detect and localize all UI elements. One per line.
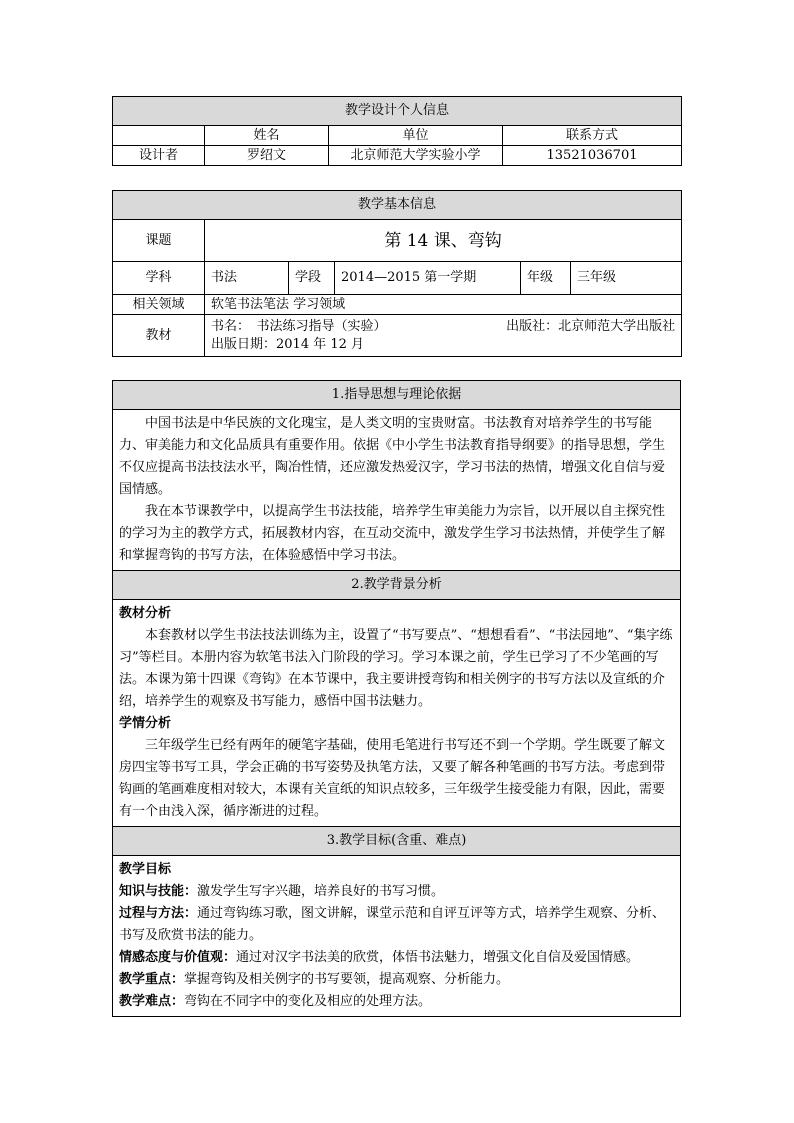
subject-label: 学科 [113, 262, 205, 295]
header-unit: 单位 [329, 126, 503, 146]
publisher: 出版社：北京师范大学出版社 [506, 318, 676, 334]
textbook-info [205, 315, 682, 357]
personal-info-table [112, 96, 682, 166]
designer-label: 设计者 [113, 146, 205, 166]
basic-info-title: 教学基本信息 [113, 191, 682, 220]
grade-label: 年级 [521, 262, 571, 295]
objective-knowledge: 知识与技能：激发学生写字兴趣，培养良好的书写习惯。 [119, 884, 445, 899]
section2-body [113, 600, 681, 827]
header-contact: 联系方式 [503, 126, 682, 146]
field-value: 软笔书法笔法 学习领域 [205, 295, 682, 315]
book-name: 书名： 书法练习指导（实验） [211, 318, 387, 334]
designer-unit: 北京师范大学实验小学 [329, 146, 503, 166]
objective-emotion: 情感态度与价值观：通过对汉字书法美的欣赏，体悟书法魅力，增强文化自信及爱国情感。 [119, 950, 640, 965]
stage-label: 学段 [289, 262, 335, 295]
section1-body [113, 410, 681, 571]
subject-value: 书法 [205, 262, 289, 295]
topic-label: 课题 [113, 220, 205, 262]
sections-table [112, 380, 681, 1017]
key-point: 教学重点：掌握弯钩及相关例字的书写要领，提高观察、分析能力。 [119, 972, 510, 987]
section2-title: 2.教学背景分析 [113, 571, 681, 600]
basic-info-table [112, 190, 682, 357]
header-name: 姓名 [205, 126, 329, 146]
section3-body [113, 856, 681, 1017]
textbook-analysis-heading: 教材分析 [119, 606, 172, 621]
grade-value: 三年级 [571, 262, 682, 295]
textbook-analysis-text: 本套教材以学生书法技法训练为主，设置了“书写要点”、“想想看看”、“书法园地”、“集字练习”等栏目。本册内容为软笔书法入门阶段的学习。学习本课之前，学生已学习了不少笔画的写法。本课为第十四课《弯钩》在本节课中，我主要讲授弯钩和相关例字的书写方法以及宣纸的介绍，培养学生的观察及书写能力，感悟中国书法魅力。 [119, 628, 673, 709]
designer-phone: 13521036701 [503, 146, 682, 166]
pub-date: 出版日期：2014 年 12 月 [211, 336, 365, 352]
section1-para1: 中国书法是中华民族的文化瑰宝，是人类文明的宝贵财富。书法教育对培养学生的书写能力、审美能力和文化品质具有重要作用。依据《中小学生书法教育指导纲要》的指导思想，学生不仅应提高书法技法水平，陶冶性情，还应激发热爱汉字，学习书法的热情，增强文化自信与爱国情感。 [119, 416, 666, 497]
stage-value: 2014—2015 第一学期 [335, 262, 521, 295]
section1-para2: 我在本节课教学中，以提高学生书法技能，培养学生审美能力为宗旨，以开展以自主探究性的学习为主的教学方式，拓展教材内容，在互动交流中，激发学生学习书法热情，并使学生了解和掌握弯钩的书写方法，在体验感悟中学习书法。 [119, 504, 666, 563]
difficulty-point: 教学难点：弯钩在不同字中的变化及相应的处理方法。 [119, 994, 432, 1009]
student-analysis-heading: 学情分析 [119, 716, 172, 731]
designer-name: 罗绍文 [205, 146, 329, 166]
field-label: 相关领域 [113, 295, 205, 315]
topic-value: 第 14 课、弯钩 [205, 220, 682, 262]
section1-title: 1.指导思想与理论依据 [113, 381, 681, 410]
objective-process: 过程与方法：通过弯钩练习歌，图文讲解，课堂示范和自评互评等方式，培养学生观察、分析、书写及欣赏书法的能力。 [119, 906, 666, 943]
student-analysis-text: 三年级学生已经有两年的硬笔字基础，使用毛笔进行书写还不到一个学期。学生既要了解文房四宝等书写工具，学会正确的书写姿势及执笔方法，又要了解各种笔画的书写方法。考虑到带钩画的笔画难度相对较大，本课有关宣纸的知识点较多，三年级学生接受能力有限，因此，需要有一个由浅入深，循序渐进的过程。 [119, 738, 666, 819]
personal-info-title: 教学设计个人信息 [113, 97, 682, 126]
section3-title: 3.教学目标(含重、难点) [113, 827, 681, 856]
objectives-heading: 教学目标 [119, 862, 172, 877]
textbook-label: 教材 [113, 315, 205, 357]
